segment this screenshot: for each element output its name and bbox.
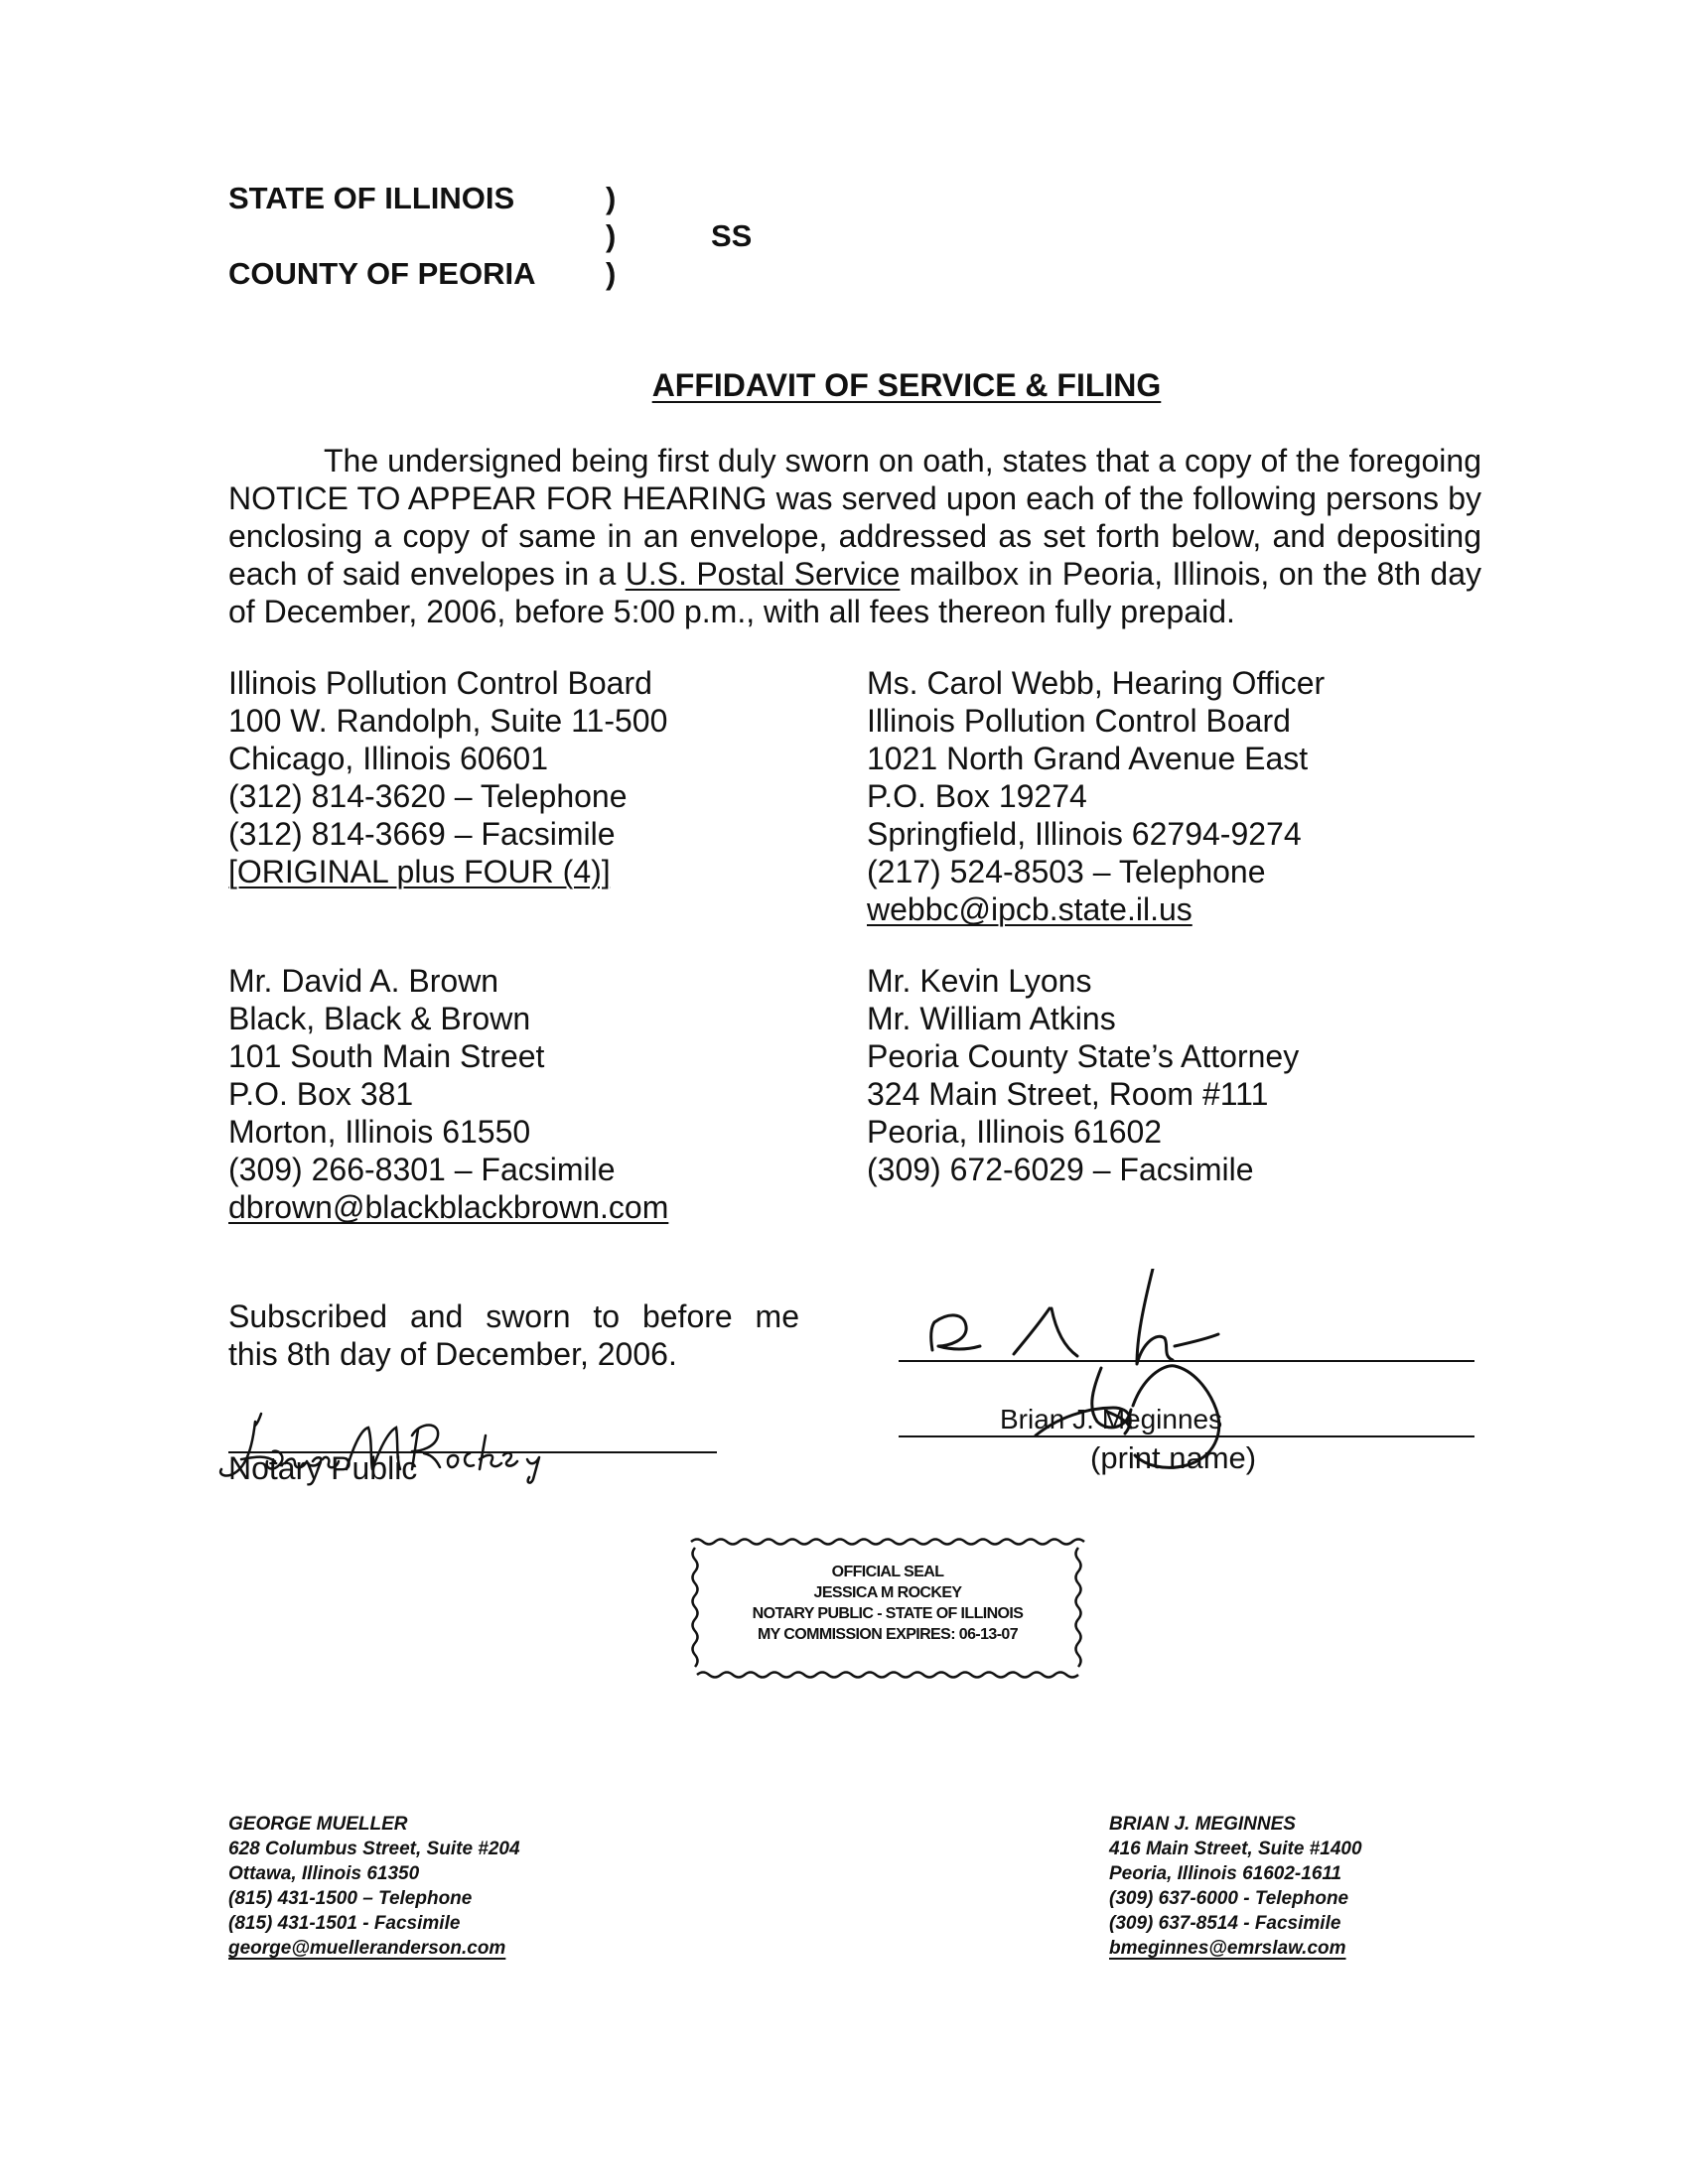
- address-line: 101 South Main Street: [228, 1038, 545, 1074]
- address-line: 1021 North Grand Avenue East: [867, 741, 1309, 776]
- caption-county: COUNTY OF PEORIA: [228, 256, 536, 291]
- postal-service-term: U.S. Postal Service: [625, 556, 901, 592]
- email-link[interactable]: webbc@ipcb.state.il.us: [867, 891, 1193, 927]
- attorney-line: 416 Main Street, Suite #1400: [1109, 1839, 1362, 1859]
- paragraph-text-1: The undersigned being first duly sworn on oath, states that a copy of the foregoing NOTICE TO APPEAR FOR HEARING was served upon each of the following persons by enclosing a copy of same in an envelope, addressed as set forth below, and depositing each of said envelopes in a: [228, 443, 1481, 592]
- jurat: [228, 1297, 799, 1373]
- seal-line-4: MY COMMISSION EXPIRES: 06-13-07: [757, 1626, 1019, 1643]
- caption-state: STATE OF ILLINOIS: [228, 181, 515, 215]
- jurat-line-2: this 8th day of December, 2006.: [228, 1336, 677, 1372]
- attorney-name: GEORGE MUELLER: [228, 1814, 408, 1835]
- seal-line-2: JESSICA M ROCKEY: [813, 1584, 962, 1601]
- address-line: (309) 672-6029 – Facsimile: [867, 1152, 1254, 1187]
- jurat-line-1: Subscribed and sworn to before me: [228, 1298, 799, 1334]
- attorney-line: (309) 637-8514 - Facsimile: [1109, 1913, 1341, 1934]
- address-line: Illinois Pollution Control Board: [228, 665, 652, 701]
- attorney-email-link[interactable]: george@muelleranderson.com: [228, 1938, 506, 1959]
- seal-line-3: NOTARY PUBLIC - STATE OF ILLINOIS: [752, 1605, 1024, 1622]
- address-line: (312) 814-3669 – Facsimile: [228, 816, 616, 852]
- address-line: Illinois Pollution Control Board: [867, 703, 1291, 739]
- notary-label: Notary Public: [228, 1450, 418, 1486]
- address-right-2: [867, 962, 1299, 1188]
- address-line: 100 W. Randolph, Suite 11-500: [228, 703, 668, 739]
- attorney-email-link[interactable]: bmeginnes@emrslaw.com: [1109, 1938, 1346, 1959]
- caption-ss: SS: [711, 218, 753, 253]
- caption-paren-3: ): [606, 256, 617, 291]
- address-line: Mr. William Atkins: [867, 1001, 1116, 1036]
- attorney-line: (815) 431-1501 - Facsimile: [228, 1913, 461, 1934]
- attorney-line: 628 Columbus Street, Suite #204: [228, 1839, 520, 1859]
- footer-right-attorney: [1109, 1812, 1362, 1961]
- address-line: Peoria, Illinois 61602: [867, 1114, 1163, 1150]
- attorney-name: BRIAN J. MEGINNES: [1109, 1814, 1296, 1835]
- attorney-line: Peoria, Illinois 61602-1611: [1109, 1863, 1342, 1884]
- email-link[interactable]: dbrown@blackblackbrown.com: [228, 1189, 669, 1225]
- address-line: (217) 524-8503 – Telephone: [867, 854, 1266, 889]
- attorney-line: (309) 637-6000 - Telephone: [1109, 1888, 1349, 1909]
- address-line: Mr. David A. Brown: [228, 963, 499, 999]
- address-line: (309) 266-8301 – Facsimile: [228, 1152, 616, 1187]
- address-line: Morton, Illinois 61550: [228, 1114, 531, 1150]
- footer-left-attorney: [228, 1812, 520, 1961]
- document-title: AFFIDAVIT OF SERVICE & FILING: [651, 367, 1162, 403]
- address-line: Mr. Kevin Lyons: [867, 963, 1092, 999]
- paragraph-text-2: mailbox in Peoria, Illinois, on the 8th day of December, 2006, before 5:00 p.m., with all fees thereon fully prepaid.: [228, 556, 1482, 629]
- affidavit-paragraph: [228, 442, 1481, 630]
- address-right-1: [867, 664, 1325, 928]
- address-line: Springfield, Illinois 62794-9274: [867, 816, 1302, 852]
- copies-note: [ORIGINAL plus FOUR (4)]: [228, 854, 611, 889]
- signature-line-lower: [899, 1435, 1474, 1437]
- signer-name: Brian J. Meginnes: [1000, 1404, 1223, 1434]
- address-left-1: [228, 664, 667, 890]
- notary-seal: [683, 1534, 1092, 1683]
- signature-line-upper: [899, 1360, 1474, 1362]
- address-left-2: [228, 962, 668, 1226]
- attorney-line: Ottawa, Illinois 61350: [228, 1863, 420, 1884]
- caption-paren-2: ): [606, 218, 617, 253]
- caption-paren-1: ): [606, 181, 617, 215]
- address-line: P.O. Box 19274: [867, 778, 1087, 814]
- address-line: Peoria County State’s Attorney: [867, 1038, 1300, 1074]
- address-line: P.O. Box 381: [228, 1076, 414, 1112]
- print-name-label: (print name): [1090, 1440, 1257, 1475]
- address-line: (312) 814-3620 – Telephone: [228, 778, 628, 814]
- address-line: 324 Main Street, Room #111: [867, 1076, 1269, 1112]
- address-line: Chicago, Illinois 60601: [228, 741, 548, 776]
- address-line: Ms. Carol Webb, Hearing Officer: [867, 665, 1326, 701]
- attorney-line: (815) 431-1500 – Telephone: [228, 1888, 473, 1909]
- address-line: Black, Black & Brown: [228, 1001, 531, 1036]
- seal-line-1: OFFICIAL SEAL: [831, 1564, 944, 1580]
